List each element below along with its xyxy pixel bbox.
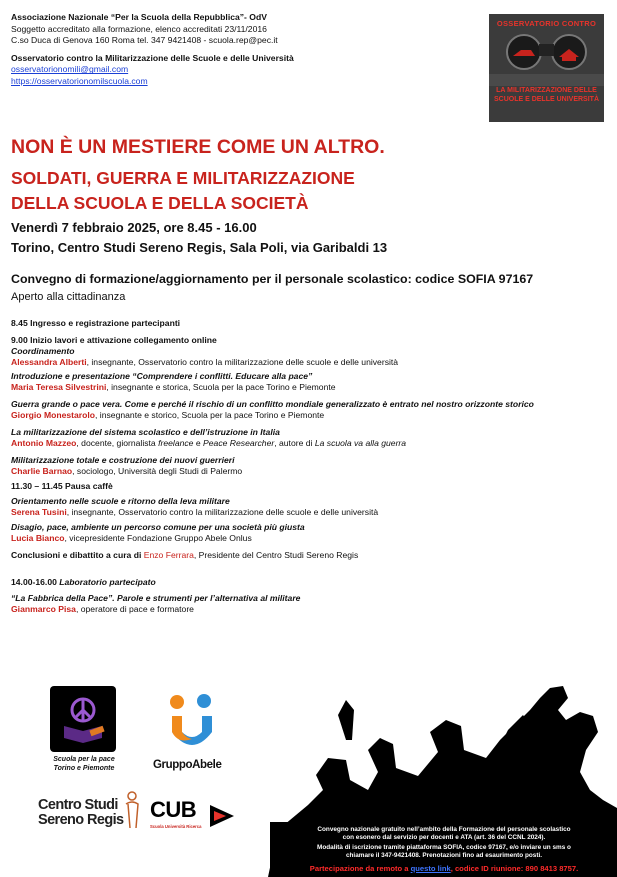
program-item-entry: 8.45 Ingresso e registrazione partecipanti [11,318,181,328]
centro-studi-logo: Centro Studi Sereno Regis [38,797,124,828]
footer-note-3: Modalità di iscrizione tramite piattaforma SOFIA, codice 97167, e/o inviare un sms o [317,844,571,851]
lab-title: “La Fabbrica della Pace”. Parole e strumenti per l’alternativa al militare [11,593,301,603]
speaker-name: Lucia Bianco [11,533,65,543]
org-accreditation: Soggetto accreditato alla formazione, elenco accreditati 23/11/2016 [11,23,267,34]
footer-note-4: chiamare il 347-9421408. Prenotazioni fino ad esaurimento posti. [345,852,543,859]
speaker-line: Giorgio Monestarolo, insegnante e storico, Scuola per la pace Torino e Piemonte [11,410,325,420]
coordinator-line: Alessandra Alberti, insegnante, Osservatorio contro la militarizzazione delle scuole e delle università [11,357,399,367]
cub-logo-text: CUB [150,797,197,822]
conclusions-line: Conclusioni e dibattito a cura di Enzo Ferrara, Presidente del Centro Studi Sereno Regis [11,550,359,560]
remote-participation: Partecipazione da remoto a questo link, codice ID riunione: 890 8413 8757. [309,864,579,873]
speaker-line: Antonio Mazzeo, docente, giornalista freelance e Peace Researcher, autore di La scuola va alla guerra [11,438,407,448]
cub-arrow-icon [208,803,236,829]
cub-subtitle: Scuola Università Ricerca [150,824,202,829]
binoculars-icon [489,30,604,86]
speaker-line: Charlie Barnao, sociologo, Università degli Studi di Palermo [11,466,243,476]
email-link[interactable]: osservatorionomili@gmail.com [11,64,129,75]
speaker-name: Giorgio Monestarolo [11,410,96,420]
session-title: La militarizzazione del sistema scolastico e dell’istruzione in Italia [11,427,280,437]
org-header [11,12,471,88]
speaker-line: Maria Teresa Silvestrini, insegnante e storica, Scuola per la pace Torino e Piemonte [11,382,336,392]
footer-note-1: Convegno nazionale gratuito nell’ambito della Formazione del personale scolastico [317,826,571,833]
peace-book-icon [50,686,116,752]
observatory-logo [489,14,604,122]
person-figure-icon [121,790,143,830]
footer-note-2: con esonero dal servizio per docenti e ATA (art. 36 del CCNL 2024). [342,834,546,841]
course-code: Convegno di formazione/aggiornamento per il personale scolastico: codice SOFIA 97167 [11,272,534,286]
event-place: Torino, Centro Studi Sereno Regis, Sala Poli, via Garibaldi 13 [11,240,388,255]
org-name: Associazione Nazionale “Per la Scuola della Repubblica”- OdV [11,12,267,22]
scuola-pace-caption: Scuola per la pace Torino e Piemonte [53,756,115,772]
session-title: Orientamento nelle scuole e ritorno della leva militare [11,496,230,506]
subtitle-line-2: DELLA SCUOLA E DELLA SOCIETÀ [11,193,309,213]
org-address: C.so Duca di Genova 160 Roma tel. 347 9421408 - scuola.rep@pec.it [11,35,278,46]
open-to-public: Aperto alla cittadinanza [11,291,126,303]
speaker-name: Enzo Ferrara [143,550,194,560]
speaker-name: Gianmarco Pisa [11,604,76,614]
session-title: Guerra grande o pace vera. Come e perché il rischio di un conflitto mondiale generalizzato è entrato nel nostro orizzonte storico [11,399,534,409]
speaker-name: Charlie Barnao [11,466,73,476]
speaker-name: Serena Tusini [11,507,67,517]
gruppo-abele-logo-text: GruppoAbele [153,759,222,771]
subtitle-line-1: SOLDATI, GUERRA E MILITARIZZAZIONE [11,168,355,188]
main-title: NON È UN MESTIERE COME UN ALTRO. [11,136,385,158]
gruppo-abele-icon [168,692,216,754]
scuola-pace-logo [50,686,116,752]
speaker-line: Serena Tusini, insegnante, Osservatorio contro la militarizzazione delle scuole e delle università [11,507,379,517]
observatory-name: Osservatorio contro la Militarizzazione delle Scuole e delle Università [11,52,294,63]
session-title: Disagio, pace, ambiente un percorso comune per una società più giusta [11,522,305,532]
logo-bottom-text: LA MILITARIZZAZIONE DELLE SCUOLE E DELLE UNIVERSITÀ [493,87,599,103]
speaker-line: Gianmarco Pisa, operatore di pace e formatore [11,604,194,614]
coffee-break: 11.30 – 11.45 Pausa caffè [11,481,113,491]
session-title: Introduzione e presentazione “Comprendere i conflitti. Educare alla pace” [11,371,313,381]
speaker-name: Alessandra Alberti [11,357,87,367]
session-title: Militarizzazione totale e costruzione dei nuovi guerrieri [11,455,235,465]
coordination-label: Coordinamento [11,346,75,356]
remote-link[interactable]: questo link [410,864,451,873]
speaker-name: Antonio Mazzeo [11,438,77,448]
speaker-line: Lucia Bianco, vicepresidente Fondazione Gruppo Abele Onlus [11,533,252,543]
event-date: Venerdì 7 febbraio 2025, ore 8.45 - 16.00 [11,220,257,235]
program [11,318,611,615]
logo-top-text: OSSERVATORIO CONTRO [496,19,597,28]
website-link[interactable]: https://osservatorionomilscuola.com [11,75,148,86]
speaker-name: Maria Teresa Silvestrini [11,382,107,392]
program-item-start: 9.00 Inizio lavori e attivazione collegamento online [11,335,217,345]
lab-line: 14.00-16.00 Laboratorio partecipato [11,577,156,587]
